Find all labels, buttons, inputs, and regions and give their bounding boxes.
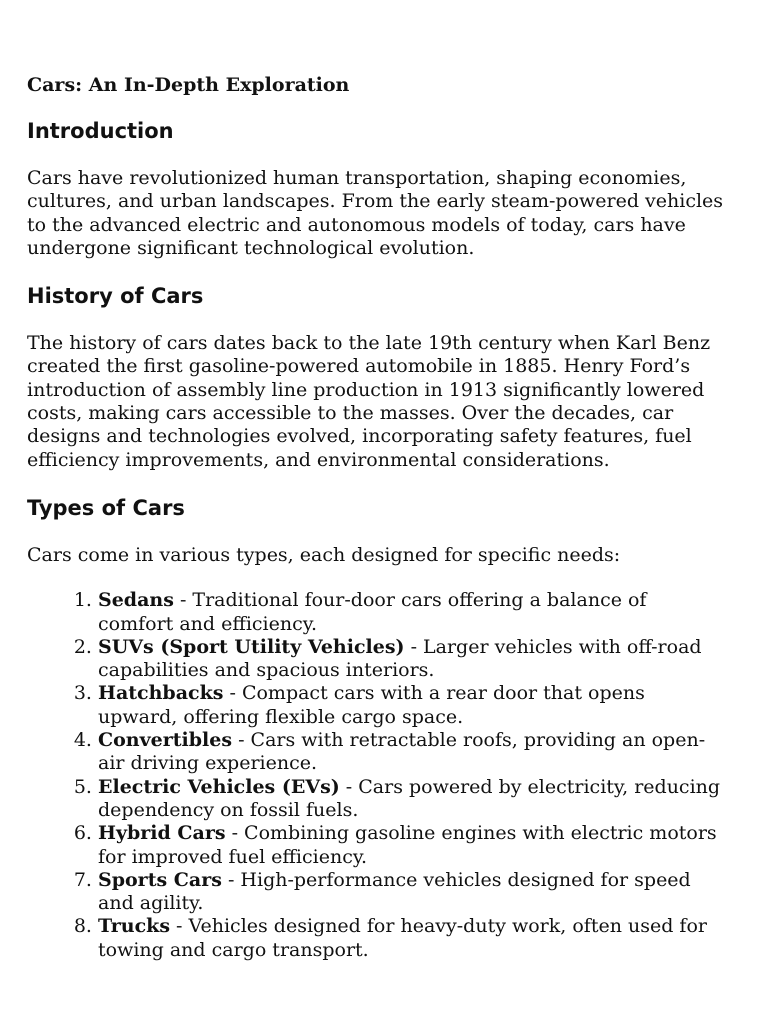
types-heading: Types of Cars <box>27 495 185 520</box>
list-item <box>98 729 727 776</box>
history-heading: History of Cars <box>27 284 204 309</box>
list-item-description: - Combining gasoline engines with electric motors for improved fuel efficiency. <box>98 822 717 868</box>
list-item-description: - Cars powered by electricity, reducing dependency on fossil fuels. <box>98 775 721 821</box>
types-intro-paragraph: Cars come in various types, each designed for specific needs: <box>27 543 621 566</box>
list-item-description: - High-performance vehicles designed for speed and agility. <box>98 868 691 915</box>
list-item <box>98 682 727 729</box>
list-item-description: - Larger vehicles with off-road capabilities and spacious interiors. <box>98 635 702 682</box>
list-item <box>98 776 727 823</box>
list-item <box>98 915 727 962</box>
introduction-paragraph: Cars have revolutionized human transportation, shaping economies, cultures, and urban landscapes. From the early steam-powered vehicles to the advanced electric and autonomous models of today, cars have undergone significant technological evolution. <box>27 167 724 259</box>
list-item-term: Electric Vehicles (EVs) <box>98 775 340 798</box>
introduction-heading: Introduction <box>27 119 174 143</box>
document-page <box>27 71 727 962</box>
list-item-term: Sports Cars <box>98 868 222 891</box>
list-item-term: Hatchbacks <box>98 682 224 705</box>
document-title: Cars: An In-Depth Exploration <box>27 74 350 96</box>
list-item-term: Hybrid Cars <box>98 822 226 845</box>
list-item <box>98 869 727 916</box>
list-item-description: - Traditional four-door cars offering a balance of comfort and efficiency. <box>98 589 647 635</box>
list-item-description: - Compact cars with a rear door that opens upward, offering flexible cargo space. <box>98 682 645 728</box>
list-item-term: Convertibles <box>98 729 233 752</box>
list-item <box>98 589 727 636</box>
car-types-list <box>27 589 727 962</box>
list-item-description: - Cars with retractable roofs, providing an open-air driving experience. <box>98 729 706 775</box>
list-item-term: Sedans <box>98 589 174 612</box>
list-item-description: - Vehicles designed for heavy-duty work, often used for towing and cargo transport. <box>98 915 707 961</box>
list-item <box>98 636 727 683</box>
history-paragraph: The history of cars dates back to the late 19th century when Karl Benz created the first gasoline-powered automobile in 1885. Henry Ford’s introduction of assembly line production in 1913 significantly lowered costs, making cars accessible to the masses. Over the decades, car designs and technologies evolved, incorporating safety features, fuel efficiency improvements, and environmental considerations. <box>27 332 711 471</box>
list-item-term: SUVs (Sport Utility Vehicles) <box>98 635 405 658</box>
list-item <box>98 822 727 869</box>
list-item-term: Trucks <box>98 915 171 938</box>
